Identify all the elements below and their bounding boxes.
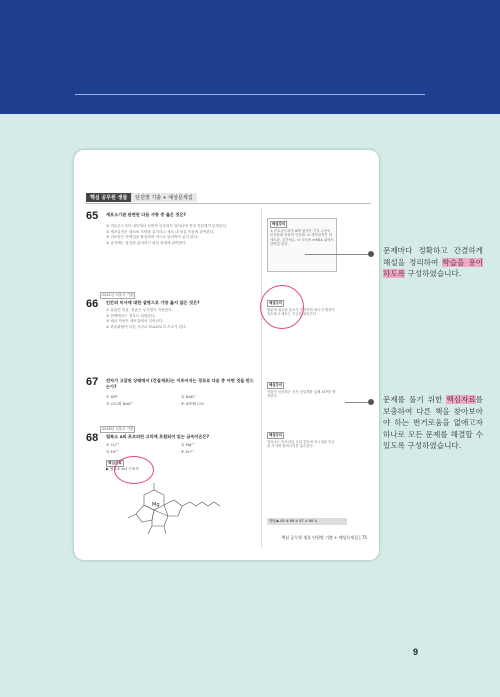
option: ③ Fe²⁺ xyxy=(106,449,119,454)
note-title: 해설강의 xyxy=(272,222,286,226)
option: ① 효율은 인슐, 칼슘은 무기염이 작용한다. xyxy=(106,308,173,312)
note-text: ① 미토콘드리아 ATP 합성은 기질 수준의 인산화와 산화적 인산화. ② 세포골격은 미세소관, 중간섬유. ③ 리보솜 mRNA 위에서 단백질 합성. xyxy=(270,228,334,247)
annotation-explanation xyxy=(383,245,483,280)
book-page-preview xyxy=(74,150,379,560)
page-number: 9 xyxy=(413,647,419,657)
option: ④ Zn²⁺ xyxy=(181,449,195,454)
page-footer: 핵심 공무원 생물 단원별 기출 + 예상문제집 | 75 xyxy=(281,535,367,540)
header-section: 핵심 공무원 생물 xyxy=(86,193,131,202)
banner-divider xyxy=(75,94,425,95)
column-divider xyxy=(261,208,262,548)
option: ③ 세균 작용은 세포질에서 일어난다. xyxy=(106,319,164,323)
option: ④ 탄수화합이 다른 거리나 TCA회로의 기초가 된다. xyxy=(106,324,187,329)
side-note-65 xyxy=(267,218,337,272)
question-text: 엽록소 a의 포르피린 고리에 포함되어 있는 금속이온은? xyxy=(106,434,209,439)
option: ① Cu²⁺ xyxy=(106,442,120,447)
question-number: 65 xyxy=(86,210,99,222)
option: ① 미토콘드리아 내부에서 산화적 인산화가 일어나며 전자 전달계가 존재한다. xyxy=(106,224,228,228)
note-title: 해설강의 xyxy=(269,383,283,387)
question-text: 전자가 고갈된 상태에서 (간질세포)는 이루어지는 경로로 다음 중 어떤 것을 만드는가? xyxy=(106,378,254,389)
annotation-tail: 구성하였습니다. xyxy=(405,269,462,278)
question-options xyxy=(106,224,256,246)
question-tag: 2018년 서울시 기출 xyxy=(102,427,134,431)
option: ③ CO₂와 NAD⁺ xyxy=(106,401,134,406)
leader-dot-2 xyxy=(368,399,374,405)
note-text: 엽록소는 포르피린 고리 중앙에 마그네슘 이온을 가지며 빛에너지를 흡수한다. xyxy=(267,439,335,449)
chlorophyll-structure-figure xyxy=(114,480,224,540)
highlight-circle-hint xyxy=(114,456,154,484)
answer-bar: 정답 ▶ 65 ④ 66 ① 67 ② 68 ② xyxy=(267,518,347,525)
annotation-highlight: 핵심자료 xyxy=(446,395,476,404)
header-chapter: 단원별 기출 + 예상문제집 xyxy=(131,193,196,202)
question-number: 68 xyxy=(86,432,99,444)
annotation-text: 문제마다 정확하고 간결하게 해설을 정리하여 xyxy=(383,246,483,267)
question-options xyxy=(106,394,256,407)
question-options xyxy=(106,308,256,330)
question-number: 66 xyxy=(86,298,99,310)
option: ② 세포골격은 세포의 모양을 유지하고 세포 내 물질 이동에 관여한다. xyxy=(106,229,215,234)
annotation-tail: 를 보충하여 다른 책을 찾아보아야 하는 번거로움을 없애고자 하나로 모든 문제를 해결할 수 있도록 구성하였습니다. xyxy=(383,395,483,450)
side-note-68 xyxy=(267,432,337,449)
highlight-circle-explanation xyxy=(260,285,304,329)
question-tag: 2021년 서울시 기출 xyxy=(102,293,134,297)
svg-text:Mg: Mg xyxy=(152,502,160,508)
note-text: 탈분에 필요한 효소가 부족하면 에너지 생성이 감소하고 세포는 기능을 잃어간다. xyxy=(267,307,335,317)
question-text: 세포소기관 관련된 다음 사항 중 옳은 것은? xyxy=(106,212,186,217)
question-options xyxy=(106,442,256,454)
side-note-67 xyxy=(267,382,337,399)
top-banner xyxy=(0,0,500,114)
question-text: 인간의 미사에 대한 설명으로 가장 옳지 않은 것은? xyxy=(106,300,200,305)
option: ② NAD⁺ xyxy=(181,394,196,399)
hint-text: ▶ 엽록소 a의 구조식 xyxy=(106,467,139,471)
note-text: 산화적 인산화는 전자 전달계를 통해 ATP를 생성한다. xyxy=(267,389,336,399)
header-rule xyxy=(86,203,371,204)
option: ③ 리보솜은 단백질을 합성하며 막으로 둘러싸여 있지 않다. xyxy=(106,235,199,239)
annotation-text: 문제를 풀기 위한 xyxy=(383,395,447,404)
option: ② 단백에서는 항호르 설명한다. xyxy=(106,313,156,318)
hint-title: 핵심자료 xyxy=(108,461,122,465)
option: ① ATP xyxy=(106,394,118,399)
question-number: 67 xyxy=(86,376,99,388)
note-title: 해설강의 xyxy=(269,433,283,437)
note-title: 해설강의 xyxy=(269,301,283,305)
option: ④ ATP와 CO₂ xyxy=(181,401,205,406)
option: ② Mg²⁺ xyxy=(181,442,195,447)
annotation-highlight: 학습을 용이하도록 xyxy=(383,257,483,278)
leader-line-1 xyxy=(305,254,371,255)
annotation-core-data xyxy=(383,394,483,452)
leader-dot-1 xyxy=(368,251,374,257)
page-header xyxy=(86,193,197,202)
option: ④ 골지체는 물질을 분비하기 위한 과정에 관여한다. xyxy=(106,240,187,245)
